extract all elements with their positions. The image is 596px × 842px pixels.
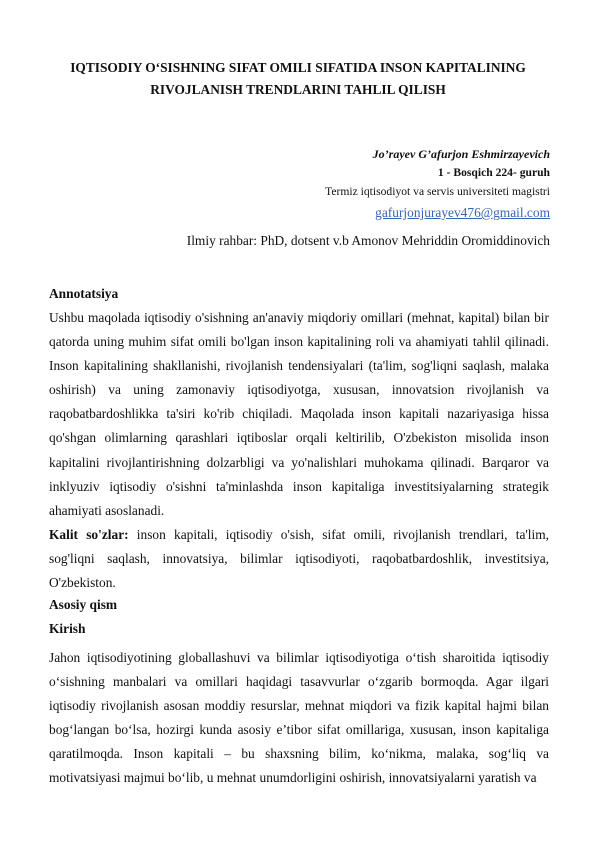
introduction-heading: Kirish xyxy=(49,621,86,636)
keywords-label: Kalit so'zlar: xyxy=(49,527,129,542)
scientific-advisor: Ilmiy rahbar: PhD, dotsent v.b Amonov Mehriddin Oromiddinovich xyxy=(186,233,550,248)
keywords-paragraph xyxy=(49,523,549,595)
author-group: 1 - Bosqich 224- guruh xyxy=(437,166,550,179)
paper-title-line-1: IQTISODIY O‘SISHNING SIFAT OMILI SIFATIDA INSON KAPITALINING xyxy=(70,60,526,75)
author-email-link[interactable]: gafurjonjurayev476@gmail.com xyxy=(375,205,550,220)
paper-title-line-2: RIVOJLANISH TRENDLARINI TAHLIL QILISH xyxy=(150,82,446,97)
author-university: Termiz iqtisodiyot va servis universiteti magistri xyxy=(325,185,550,198)
main-section-heading: Asosiy qism xyxy=(49,597,118,612)
keywords-text: inson kapitali, iqtisodiy o'sish, sifat omili, rivojlanish trendlari, ta'lim, sog'liqni saqlash, innovatsiya, bilimlar iqtisodiyoti, raqobatbardoshlik, investitsiya, O'zbekiston. xyxy=(49,527,550,591)
annotation-heading: Annotatsiya xyxy=(49,286,119,301)
introduction-text: Jahon iqtisodiyotining globallashuvi va bilimlar iqtisodiyotiga o‘tish sharoitida iqtisodiy o‘sishning manbalari va omillari haqidagi tasavvurlar o‘zgarib bormoqda. Agar ilgari iqtisodiy rivojlanish asosan moddiy resurslar, mehnat miqdori va fizik kapital hajmi bilan bog‘langan bo‘lsa, hozirgi kunda asosiy e’tibor sifat omillariga, xususan, inson kapitaliga qaratilmoqda. Inson kapitali – bu shaxsning bilim, ko‘nikma, malaka, sog‘liq va motivatsiyasi majmui bo‘lib, u mehnat unumdorligini oshirish, innovatsiyalarni yaratish va xyxy=(49,650,549,786)
annotation-text: Ushbu maqolada iqtisodiy o'sishning an'anaviy miqdoriy omillari (mehnat, kapital) bilan bir qatorda uning muhim sifat omili bo'lgan inson kapitalining roli va ahamiyati tahlil qilinadi. Inson kapitalining shakllanishi, rivojlanish tendensiyalari (ta'lim, sog'liqni saqlash, malaka oshirish) va uning zamonaviy iqtisodiyotga, xususan, innovatsion rivojlanish va raqobatbardoshlikka ta'siri ko'rib chiqiladi. Maqolada inson kapitali nazariyasiga hissa qo'shgan olimlarning qarashlari iqtiboslar orqali keltirilib, O'zbekiston misolida inson kapitalini rivojlantirishning dolzarbligi va yo'nalishlari muhokama qilinadi. Barqaror va inklyuziv iqtisodiy o'sishni ta'minlashda inson kapitaliga investitsiyalarning strategik ahamiyati asoslanadi. xyxy=(49,310,549,518)
author-name: Jo’rayev G’afurjon Eshmirzayevich xyxy=(372,147,550,161)
